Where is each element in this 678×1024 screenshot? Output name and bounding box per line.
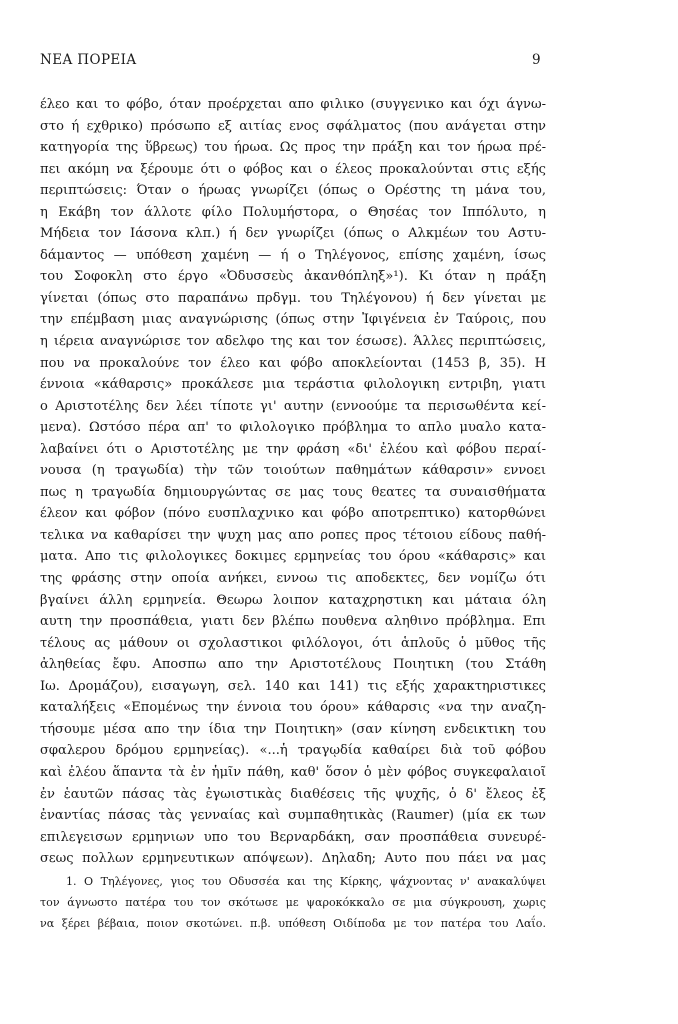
body-line: έλεο και το φόβο, όταν προέρχεται απο φιλικο (συγγενικο και όχι άγνω-	[40, 97, 546, 112]
footnote-line: 1. Ο Τηλέγονες, γιος του Οδυσσέα και της Κίρκης, ψάχνοντας ν' ανακαλύψει	[66, 875, 546, 888]
body-line: ἐναντίας πάσας τὰς γενναίας καὶ συμπαθητικὰς (Raumer) (μία εκ των	[40, 808, 546, 824]
body-line: καταλήξεις «Επομένως την έννοια του όρου» κάθαρσις «να την αναζη-	[40, 700, 546, 716]
footnotes	[40, 871, 546, 934]
body-line: γίνεται (όπως στο παραπάνω πρδγμ. του Τηλέγονου) ή δεν γίνεται με	[40, 290, 546, 306]
footnote-line: τον άγνωστο πατέρα του τον σκότωσε με ψαροκόκκαλο σε μια σύγκρουση, χωρις	[40, 896, 546, 909]
body-line: που να προκαλούνε τον έλεο και φόβο αποκλείονται (1453 β, 35). Η	[40, 355, 546, 371]
body-line: τέλους ας μάθουν οι σχολαστικοι φιλόλογοι, ότι ἁπλοῦς ὁ μῦθος τῆς	[40, 635, 546, 651]
body-line: ο Αριστοτέλης δεν λέει τίποτε γι' αυτην (εννοούμε τα περισωθέντα κεί-	[40, 398, 546, 414]
body-line: η ιέρεια αναγνώρισε τον αδελφο της και τον έσωσε). Άλλες περιπτώσεις,	[40, 334, 546, 350]
body-line: έλεον και φόβον (πόνο ευσπλαχνικο και φόβο αποτρεπτικο) κατορθώνει	[40, 506, 546, 522]
body-line: την επέμβαση μιας αναγνώρισης (όπως στην Ἰφιγένεια ἐν Ταύροις, που	[40, 312, 546, 328]
body-line: λαβαίνει ότι ο Αριστοτέλης με την φράση «δι' ἐλέου καὶ φόβου περαί-	[40, 441, 546, 457]
body-line: Ιω. Δρομάζου), εισαγωγη, σελ. 140 και 141) τις εξής χαρακτηριστικες	[40, 678, 546, 694]
body-line: σεως πολλων ερμηνευτικων απόψεων). Δηλαδη; Αυτο που πάει να μας	[40, 851, 546, 867]
body-line: επιλεγεισων ερμηνιων υπο του Βερναρδάκη, σαν προσπάθεια συνευρέ-	[40, 829, 546, 845]
page-number: 9	[532, 52, 541, 68]
body-line: ματα. Απο τις φιλολογικες δοκιμες ερμηνείας του όρου «κάθαρσις» και	[40, 549, 546, 565]
body-line: πει ακόμη να ξέρουμε ότι ο φόβος και ο έλεος προκαλούνται στις εξής	[40, 161, 546, 177]
body-line: σφαλερου δρόμου ερμηνείας). «...ἡ τραγῳδία καθαίρει διὰ τοῦ φόβου	[40, 743, 546, 759]
footnote-line: να ξέρει βέβαια, ποιον σκοτώνει. π.β. υπόθεση Οιδίποδα με τον πατέρα του Λαΐο.	[40, 917, 546, 930]
body-line: Μήδεια τον Ιάσονα κλπ.) ή δεν γνωρίζει (όπως ο Αλκμέων του Αστυ-	[40, 226, 546, 242]
body-line: η Εκάβη τον άλλοτε φίλο Πολυμήστορα, ο Θησέας τον Ιππόλυτο, η	[40, 204, 546, 220]
body-line: στο ή εχθρικο) πρόσωπο εξ αιτίας ενος σφάλματος (που ανάγεται στην	[40, 118, 546, 134]
body-line: κατηγορία της ὕβρεως) του ήρωα. Ως προς την πράξη και τον ήρωα πρέ-	[40, 140, 546, 156]
body-line: δάμαντος — υπόθεση χαμένη — ή ο Τηλέγονος, επίσης χαμένη, ίσως	[40, 247, 546, 263]
body-text	[40, 94, 546, 870]
body-line: καὶ ἐλέου ἅπαντα τὰ ἐν ἡμῖν πάθη, καθ' ὅσον ὁ μὲν φόβος συγκεφαλαιοῖ	[40, 764, 546, 780]
body-line: αυτη την προσπάθεια, γιατι δεν βλέπω πουθενα αληθινο πρόβλημα. Επι	[40, 614, 546, 630]
body-line: ἀληθείας ἔφυ. Αποσπω απο την Αριστοτέλους Ποιητικη (του Στάθη	[40, 657, 546, 673]
running-title: ΝΕΑ ΠΟΡΕΙΑ	[40, 52, 137, 68]
body-line: μενα). Ωστόσο πέρα απ' το φιλολογικο πρόβλημα το απλο μυαλο κατα-	[40, 420, 546, 436]
body-line: νουσα (η τραγωδία) τὴν τῶν τοιούτων παθημάτων κάθαρσιν» εννοει	[40, 463, 546, 479]
body-line: βγαίνει άλλη ερμηνεία. Θεωρω λοιπον καταχρηστικη και μάταια όλη	[40, 592, 546, 608]
body-line: περιπτώσεις: Όταν ο ήρωας γνωρίζει (όπως ο Ορέστης τη μάνα του,	[40, 183, 546, 199]
body-line: πως η τραγωδία δημιουργώντας σε μας τους θεατες τα συναισθήματα	[40, 484, 546, 500]
body-line: έννοια «κάθαρσις» προκάλεσε μια τεράστια φιλολογικη εντριβη, γιατι	[40, 377, 546, 393]
body-line: της φράσης στην οποία ανήκει, εννοω τις αποδεκτες, δεν νομίζω ότι	[40, 571, 546, 587]
running-head	[40, 52, 540, 72]
body-line: του Σοφοκλη στο έργο «Ὀδυσσεὺς ἀκανθόπληξ»¹). Κι όταν η πράξη	[40, 269, 546, 285]
body-line: τελικα να καθαρίσει την ψυχη μας απο ροπες προς τέτοιου είδους παθή-	[40, 527, 546, 543]
body-line: τήσουμε μέσα απο την ίδια την Ποιητικη» (σαν κίνηση ενδεικτικη του	[40, 721, 546, 737]
body-line: ἐν ἑαυτῶν πάσας τὰς ἐγωιστικὰς διαθέσεις τῆς ψυχῆς, ὁ δ' ἔλεος ἐξ	[40, 786, 546, 802]
